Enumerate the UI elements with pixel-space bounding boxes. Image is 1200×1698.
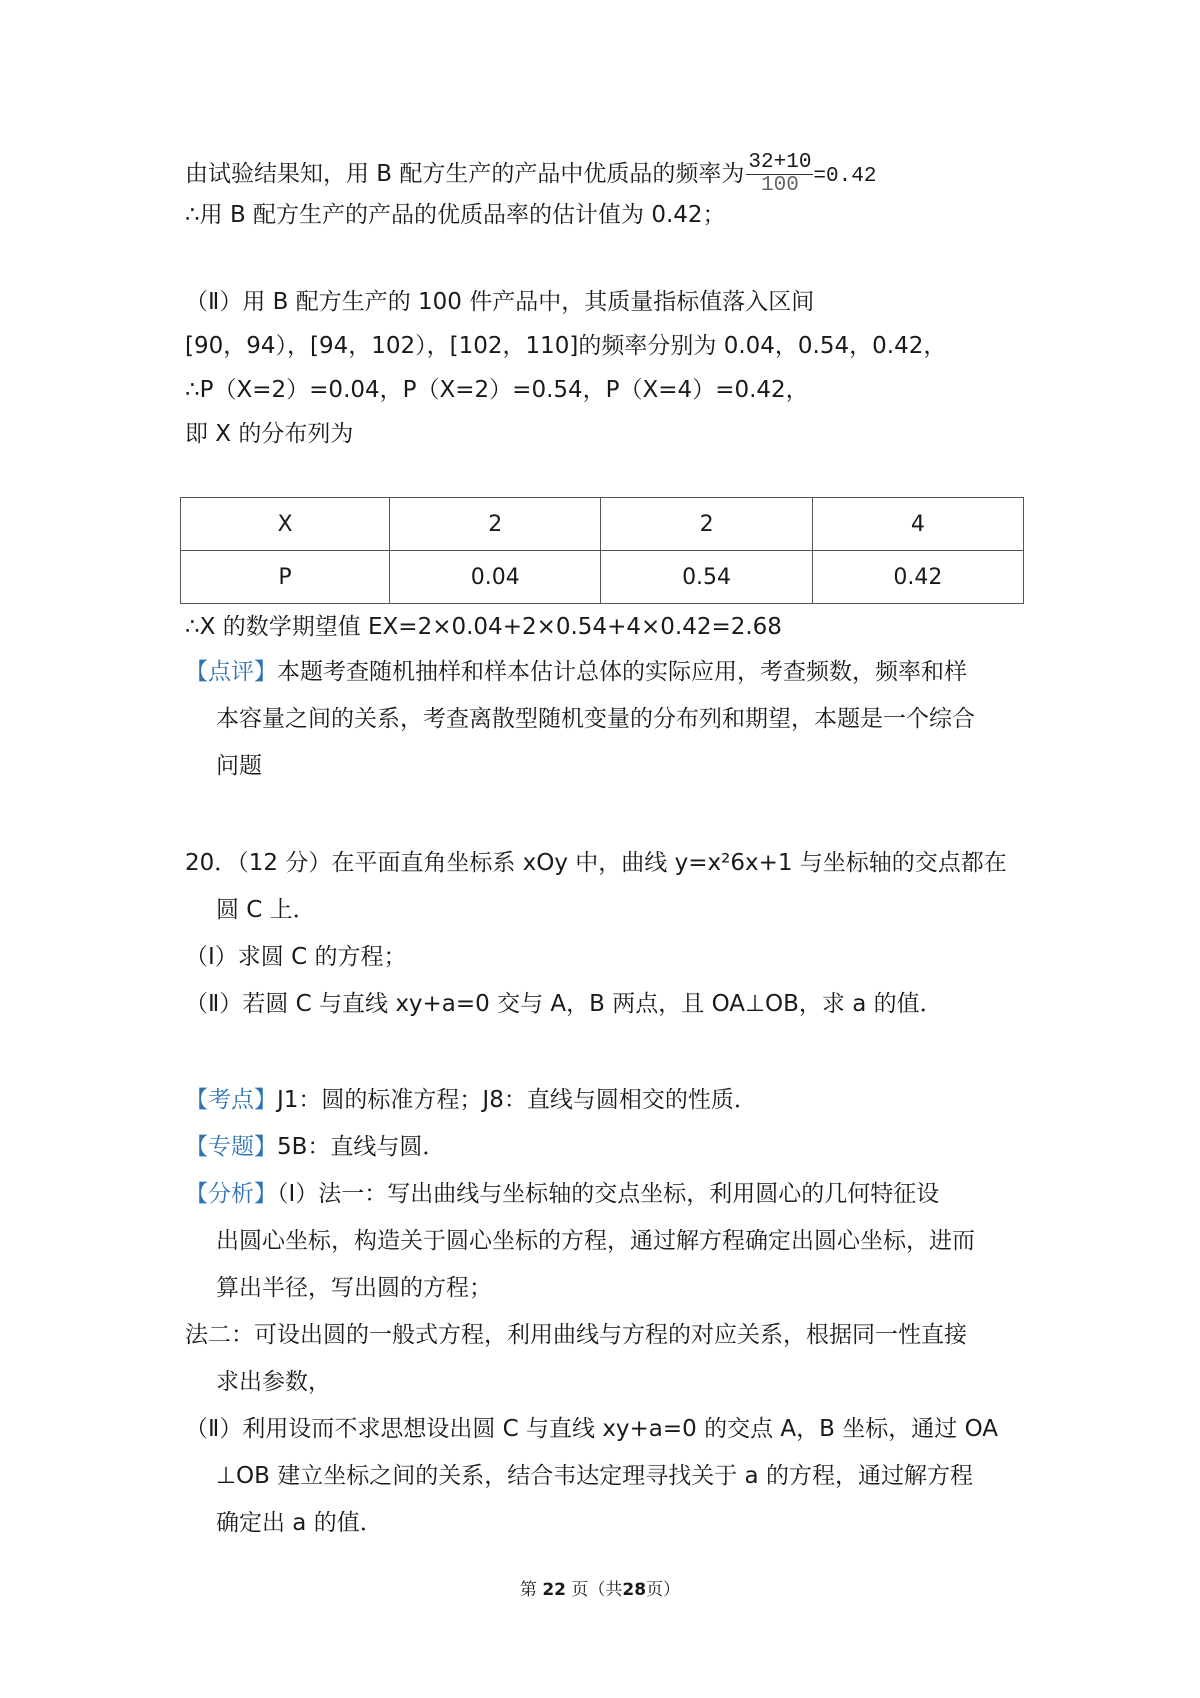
distribution-table — [180, 497, 1024, 604]
table-cell: 0.54 — [601, 551, 812, 604]
part2-intro: （Ⅱ）用 B 配方生产的 100 件产品中，其质量指标值落入区间 — [185, 289, 815, 315]
table-row — [181, 551, 1024, 604]
kaodian-tag: 【考点】 — [185, 1087, 277, 1113]
kaodian-line — [185, 1085, 757, 1115]
table-cell: 2 — [390, 498, 601, 551]
fraction — [746, 152, 813, 197]
frequency-text: 由试验结果知，用 B 配方生产的产品中优质品的频率为 — [185, 161, 745, 187]
fenxi-text: （Ⅰ）法一：写出曲线与坐标轴的交点坐标，利用圆心的几何特征设 — [277, 1181, 940, 1207]
table-row — [181, 498, 1024, 551]
table-cell: 0.04 — [390, 551, 601, 604]
table-cell: 4 — [812, 498, 1023, 551]
fenxi-line-8: 确定出 a 的值． — [216, 1510, 383, 1536]
expectation-line: ∴X 的数学期望值 EX=2×0.04+2×0.54+4×0.42=2.68 — [185, 614, 782, 640]
fenxi-line-4: 法二：可设出圆的一般式方程，利用曲线与方程的对应关系，根据同一性直接 — [185, 1322, 967, 1348]
fraction-result: =0.42 — [813, 165, 877, 188]
zhuanti-text: 5B：直线与圆． — [277, 1134, 446, 1160]
comment-line-3: 问题 — [216, 753, 262, 779]
comment-line-2: 本容量之间的关系，考查离散型随机变量的分布列和期望，本题是一个综合 — [216, 706, 975, 732]
question-20-part-2: （Ⅱ）若圆 C 与直线 xy+a=0 交与 A，B 两点，且 OA⊥OB，求 a 的值． — [185, 991, 943, 1017]
comment-block — [185, 657, 967, 687]
table-cell: 0.42 — [812, 551, 1023, 604]
page-footer — [0, 1575, 1200, 1600]
footer-middle: 页（共 — [571, 1580, 623, 1600]
footer-prefix: 第 — [519, 1580, 537, 1600]
question-20: 20．（12 分）在平面直角坐标系 xOy 中，曲线 y=x²6x+1 与坐标轴的交点都在 — [185, 850, 1007, 876]
fraction-denominator: 100 — [761, 174, 799, 197]
footer-suffix: 页） — [646, 1580, 681, 1600]
probability-line: ∴P（X=2）=0.04，P（X=2）=0.54，P（X=4）=0.42， — [185, 377, 809, 403]
comment-text: 本题考查随机抽样和样本估计总体的实际应用，考查频数，频率和样 — [277, 659, 967, 685]
zhuanti-line — [185, 1132, 445, 1162]
fenxi-line-6: （Ⅱ）利用设而不求思想设出圆 C 与直线 xy+a=0 的交点 A，B 坐标，通过 OA — [185, 1416, 998, 1442]
comment-tag: 【点评】 — [185, 659, 277, 685]
question-20-part-1: （Ⅰ）求圆 C 的方程； — [185, 944, 407, 970]
zhuanti-tag: 【专题】 — [185, 1134, 277, 1160]
distribution-heading: 即 X 的分布列为 — [185, 421, 354, 447]
fenxi-line — [185, 1179, 939, 1209]
estimate-line: ∴用 B 配方生产的产品的优质品率的估计值为 0.42； — [185, 202, 726, 228]
current-page-number: 22 — [542, 1580, 566, 1600]
fenxi-line-3: 算出半径，写出圆的方程； — [216, 1275, 492, 1301]
fenxi-line-7: ⊥OB 建立坐标之间的关系，结合韦达定理寻找关于 a 的方程，通过解方程 — [216, 1463, 973, 1489]
total-page-number: 28 — [622, 1580, 647, 1600]
kaodian-text: J1：圆的标准方程；J8：直线与圆相交的性质． — [277, 1087, 757, 1113]
table-cell: 2 — [601, 498, 812, 551]
fenxi-line-2: 出圆心坐标，构造关于圆心坐标的方程，通过解方程确定出圆心坐标，进而 — [216, 1228, 975, 1254]
question-20-line-2: 圆 C 上． — [216, 897, 316, 923]
interval-line: [90，94），[94，102），[102，110]的频率分别为 0.04，0.54，0.42， — [185, 333, 947, 359]
fraction-numerator: 32+10 — [748, 151, 812, 174]
fenxi-line-5: 求出参数， — [216, 1369, 331, 1395]
paragraph-frequency — [185, 152, 876, 197]
fenxi-tag: 【分析】 — [185, 1181, 277, 1207]
table-cell: P — [181, 551, 390, 604]
table-cell: X — [181, 498, 390, 551]
